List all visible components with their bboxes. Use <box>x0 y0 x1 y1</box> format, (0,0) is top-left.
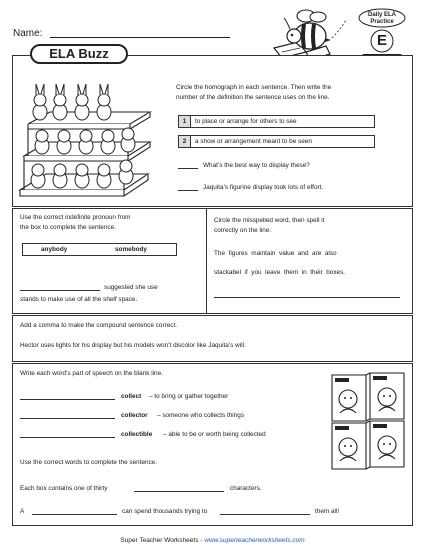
sentence2-blank-2[interactable] <box>220 514 310 515</box>
homograph-instructions-line1: Circle the homograph in each sentence. Then write the <box>176 84 332 91</box>
pronoun-sentence-part1: suggested she use <box>104 284 158 291</box>
definition-1-number: 1 <box>179 116 191 127</box>
badge-title-line1: Daily ELA <box>367 12 396 18</box>
word-use-instructions: Use the correct words to complete the sentence. <box>20 459 158 466</box>
pronoun-answer-blank[interactable] <box>20 290 100 291</box>
sentence2-blank-1[interactable] <box>32 514 117 515</box>
sentence2-part-c: them all! <box>315 508 340 515</box>
footer-prefix: Super Teacher Worksheets - <box>120 537 205 544</box>
sentence1-part-a: Each box contains one of thirty <box>20 485 108 492</box>
definition-1 <box>178 115 375 128</box>
definition-2-number: 2 <box>179 136 191 147</box>
spelling-instructions-line2: correctly on the line. <box>214 227 272 234</box>
spelling-answer-blank[interactable] <box>214 297 400 298</box>
sentence2-part-a: A <box>20 508 25 515</box>
pos-blank-collector[interactable] <box>20 418 115 419</box>
badge-title-line2: Practice <box>370 19 394 25</box>
figurine-shelf-illustration <box>16 70 166 202</box>
name-label: Name: <box>13 28 43 39</box>
pronoun-instructions-line1: Use the correct indefinite pronoun from <box>20 214 131 221</box>
sentence1-part-b: characters. <box>230 485 262 492</box>
comma-instructions: Add a comma to make the compound sentence correct. <box>20 322 178 329</box>
definition-2 <box>178 135 375 148</box>
ela-buzz-title: ELA Buzz <box>30 44 128 64</box>
definition-1-text: to place or arrange for others to see <box>195 118 297 125</box>
badge-letter: E <box>376 32 387 49</box>
pronoun-word-box <box>22 243 177 256</box>
footer <box>0 537 425 544</box>
spelling-sentence-line2: stackabel if you leave them in their boxes. <box>214 269 346 276</box>
pos-instructions: Write each word’s part of speech on the blank line. <box>20 370 163 377</box>
word-collect: collect <box>121 393 142 400</box>
pos-blank-collect[interactable] <box>20 399 115 400</box>
definition-collectible: – able to be or worth being collected <box>163 431 266 438</box>
pronoun-option-somebody: somebody <box>115 246 147 253</box>
spelling-instructions-line1: Circle the misspelled word, then spell it <box>214 217 325 224</box>
section-divider <box>206 208 207 314</box>
pronoun-option-anybody: anybody <box>41 246 68 253</box>
name-line[interactable] <box>50 37 230 38</box>
sentence1-blank[interactable] <box>134 491 224 492</box>
definition-collect: – to bring or gather together <box>149 393 229 400</box>
pos-blank-collectible[interactable] <box>20 437 115 438</box>
footer-url-link[interactable]: www.superteacherworksheets.com <box>204 537 305 544</box>
word-collectible: collectible <box>121 431 153 438</box>
spelling-sentence-line1: The figures maintain value and are also <box>214 250 337 257</box>
comma-sentence: Hector uses lights for his display but his models won’t discolor like Jaquita’s will. <box>20 342 246 349</box>
homograph-sentence-2: Jaquita’s figurine display took lots of effort. <box>203 184 324 191</box>
sentence2-part-b: can spend thousands trying to <box>122 508 208 515</box>
answer-blank-1[interactable] <box>178 168 198 169</box>
homograph-sentence-1: What’s the best way to display these? <box>203 162 310 169</box>
homograph-instructions-line2: number of the definition the sentence uses on the line. <box>176 94 330 101</box>
collectible-boxes-illustration <box>328 369 408 474</box>
definition-2-text: a show or arrangement meant to be seen <box>195 138 312 145</box>
pronoun-instructions-line2: the box to complete the sentence. <box>20 224 116 231</box>
word-collector: collector <box>121 412 148 419</box>
answer-blank-2[interactable] <box>178 190 198 191</box>
pronoun-sentence-line2: stands to make use of all the shelf space. <box>20 296 138 303</box>
definition-collector: – someone who collects things <box>157 412 245 419</box>
